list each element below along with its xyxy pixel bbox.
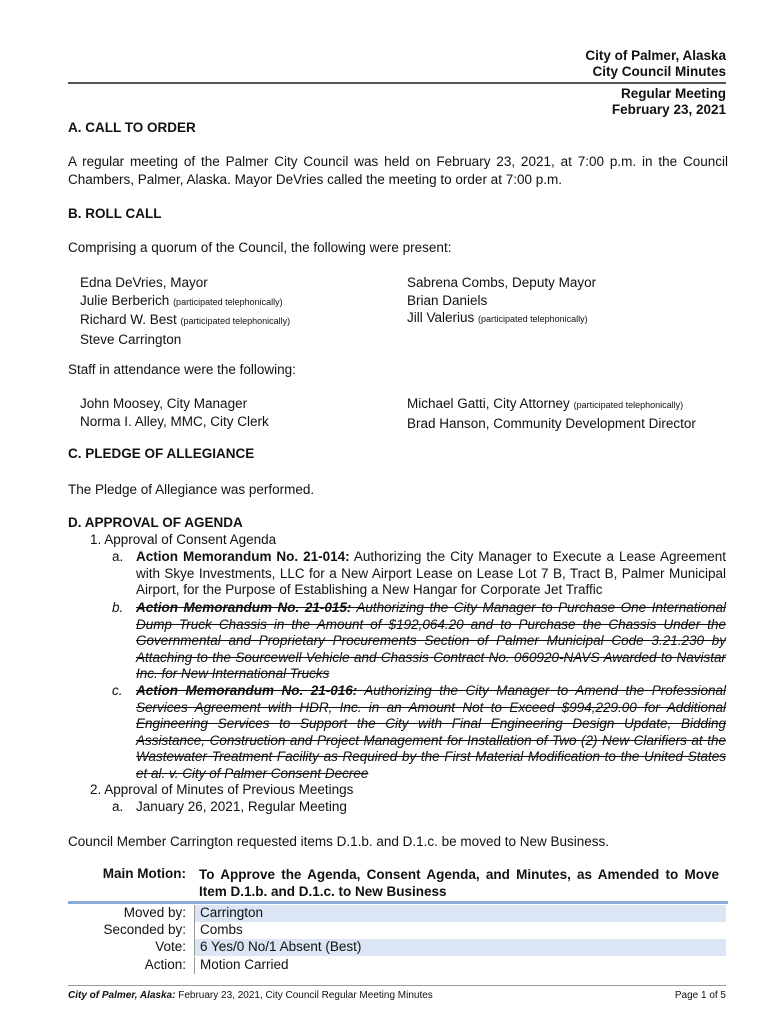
agenda-item-2: 2. Approval of Minutes of Previous Meetings	[90, 782, 354, 797]
section-heading-agenda: D. APPROVAL OF AGENDA	[68, 515, 243, 530]
attendee: Jill Valerius (participated telephonically)	[407, 310, 588, 325]
footer-left	[68, 990, 433, 1001]
call-to-order-text: A regular meeting of the Palmer City Council was held on February 23, 2021, at 7:00 p.m. in the Council Chambers, Palmer, Alaska. Mayor DeVries called the meeting to order at 7:00 p.m.	[68, 154, 728, 187]
header-date: February 23, 2021	[611, 102, 726, 117]
staff-member: Michael Gatti, City Attorney (participated telephonically)	[407, 396, 684, 411]
main-motion-text: To Approve the Agenda, Consent Agenda, and Minutes, as Amended to Move Item D.1.b. and D.1.c. to New Business	[199, 867, 719, 899]
footer-text: February 23, 2021, City Council Regular Meeting Minutes	[175, 990, 433, 1001]
attendee: Richard W. Best (participated telephonically)	[80, 312, 291, 327]
footer-rule	[68, 985, 726, 986]
attendee: Brian Daniels	[407, 292, 488, 308]
motion-row: Seconded by: Combs	[68, 922, 728, 939]
present-right-column	[407, 274, 596, 329]
motion-divider	[68, 901, 728, 904]
staff-member: Brad Hanson, Community Development Director	[407, 415, 696, 431]
section-heading-call-to-order: A. CALL TO ORDER	[68, 120, 196, 135]
attendee: Julie Berberich (participated telephonically)	[80, 292, 283, 308]
attendee: Steve Carrington	[80, 331, 182, 347]
motion-row: Moved by: Carrington	[68, 905, 728, 922]
section-heading-pledge: C. PLEDGE OF ALLEGIANCE	[68, 446, 255, 461]
header-meeting-type: Regular Meeting	[620, 86, 726, 101]
motion-row: Action: Motion Carried	[68, 957, 728, 974]
staff-intro: Staff in attendance were the following:	[68, 362, 296, 377]
section-heading-roll-call: B. ROLL CALL	[68, 206, 162, 221]
motion-row: Vote: 6 Yes/0 No/1 Absent (Best)	[68, 939, 728, 956]
attendee: Edna DeVries, Mayor	[80, 275, 208, 290]
footer-city: City of Palmer, Alaska:	[68, 990, 176, 1001]
staff-member: Norma I. Alley, MMC, City Clerk	[80, 413, 269, 429]
consent-item-c-struck: c. Action Memorandum No. 21-016: Authorizing the City Manager to Amend the Professional Services Agreement with HDR, Inc. in an Amount Not to Exceed $994,229.00 for Additional Engineering Services to Support the City with Final Engineering Design Update, Bidding Assistance, Construction and Project Management for Installation of Two (2) New Clarifiers at the Wastewater Treatment Facility as Required by the First Material Modification to the United States et al. v. City of Palmer Consent Decree	[112, 683, 726, 781]
agenda-request-text: Council Member Carrington requested items D.1.b. and D.1.c. be moved to New Business.	[68, 834, 610, 849]
roll-call-intro: Comprising a quorum of the Council, the following were present:	[68, 240, 452, 255]
staff-member: John Moosey, City Manager	[80, 396, 248, 411]
main-motion-label: Main Motion:	[102, 866, 186, 881]
consent-item-b-struck: b. Action Memorandum No. 21-015: Authorizing the City Manager to Purchase One International Dump Truck Chassis in the Amount of $192,064.20 and to Purchase the Chassis Under the Governmental and Proprietary Procurements Section of Palmer Municipal Code 3.21.230 by Attaching to the Sourcewell Vehicle and Chassis Contract No. 060920-NAVS Awarded to Navistar Inc. for New International Trucks	[112, 600, 726, 681]
minutes-item-a: a. January 26, 2021, Regular Meeting	[112, 799, 347, 814]
header-title-block	[585, 48, 726, 80]
attendee: Sabrena Combs, Deputy Mayor	[407, 275, 597, 290]
pledge-text: The Pledge of Allegiance was performed.	[68, 482, 315, 497]
staff-left-column	[80, 395, 269, 430]
header-rule	[68, 82, 726, 84]
page-number: Page 1 of 5	[674, 990, 726, 1001]
staff-right-column	[407, 395, 696, 432]
agenda-item-1: 1. Approval of Consent Agenda	[90, 532, 277, 547]
memo-number: Action Memorandum No. 21-015:	[136, 600, 352, 615]
memo-number: Action Memorandum No. 21-014:	[136, 549, 350, 564]
header-city: City of Palmer, Alaska	[585, 48, 726, 63]
header-doc: City Council Minutes	[592, 64, 726, 79]
consent-item-a: a. Action Memorandum No. 21-014: Authorizing the City Manager to Execute a Lease Agreement with Skye Investments, LLC for a New Airport Lease on Lease Lot 7 B, Tract B, Palmer Municipal Airport, for the Purpose of Establishing a New Hangar for Corporate Jet Traffic	[112, 549, 726, 597]
present-left-column	[80, 274, 290, 348]
header-meeting-block	[612, 86, 726, 118]
memo-number: Action Memorandum No. 21-016:	[136, 683, 358, 698]
